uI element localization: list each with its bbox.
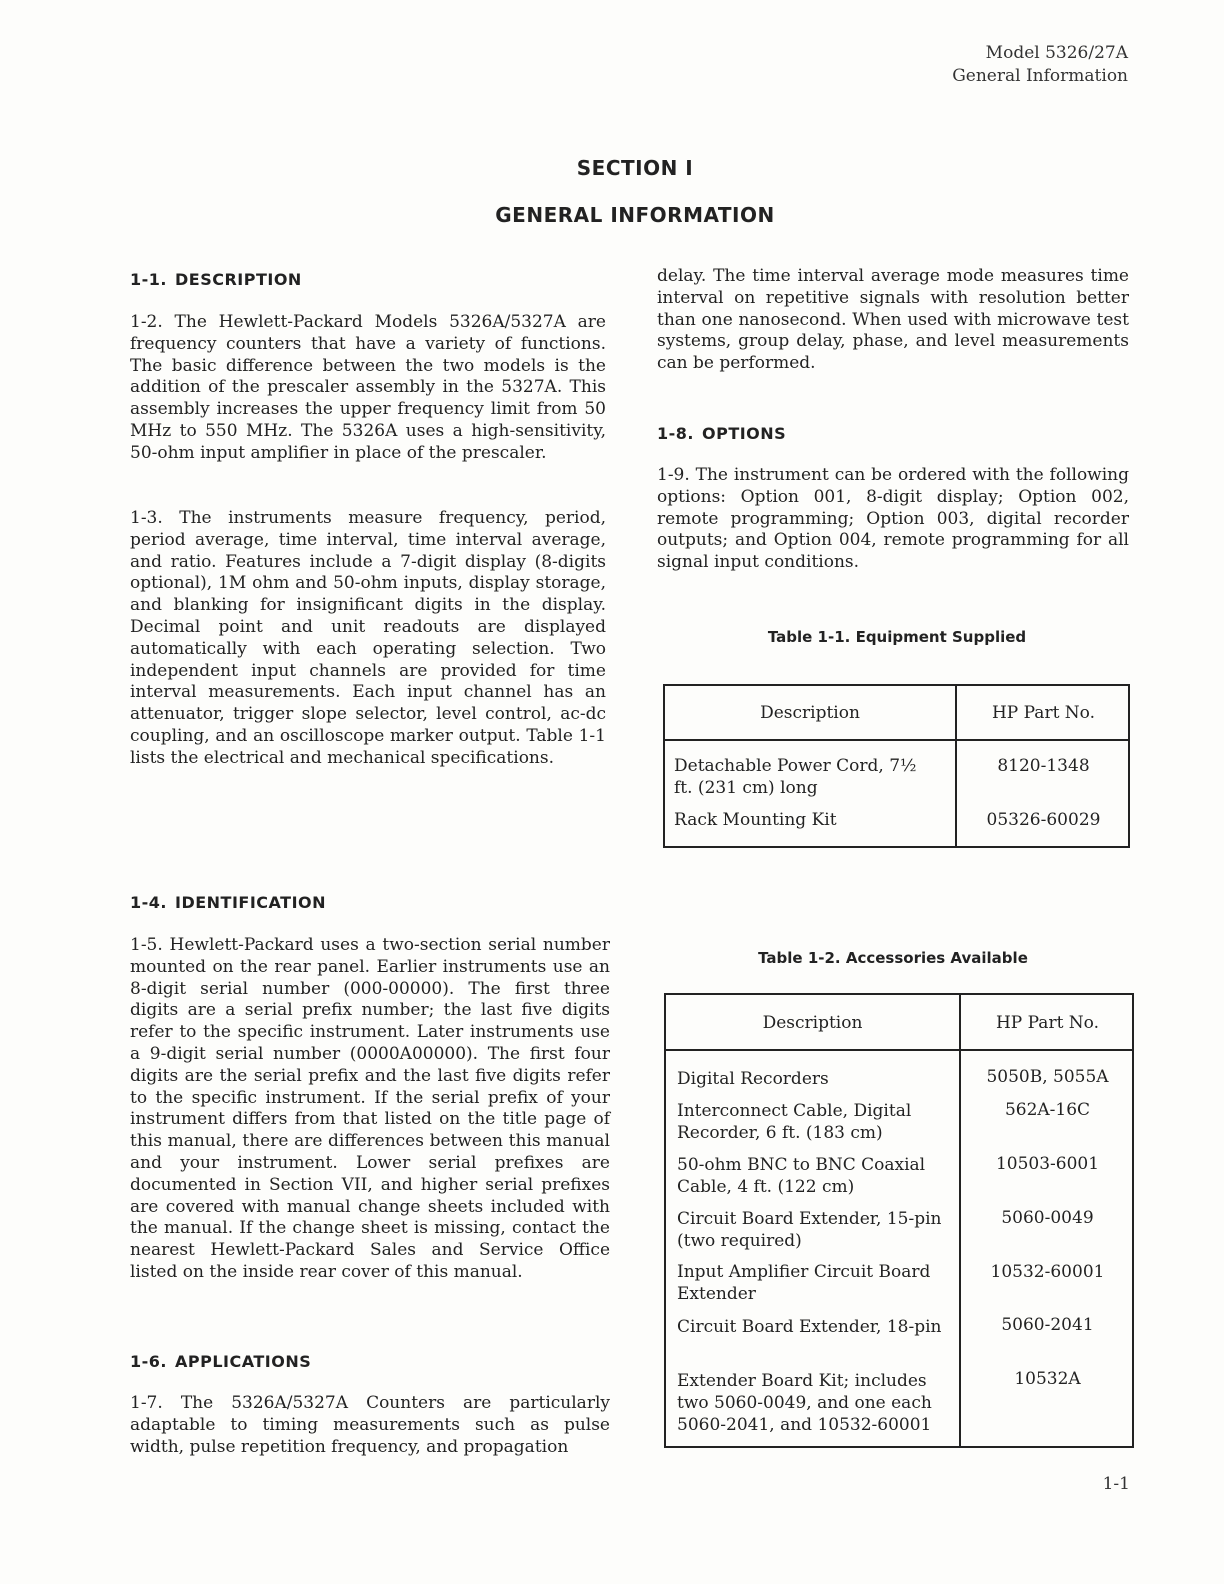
table-1-1-caption: Table 1-1. Equipment Supplied <box>767 628 1027 646</box>
table-row-part: 5060-0049 <box>1001 1208 1094 1228</box>
table-row-description: Interconnect Cable, Digital Recorder, 6 ft. (183 cm) <box>677 1101 912 1143</box>
paragraph-1-9: 1-9. The instrument can be ordered with the following options: Option 001, 8-digit display; Option 002, remote programming; Option 003, digital recorder outputs; and Option 004, remote programming for all signal input conditions. <box>657 465 1129 573</box>
heading-text: IDENTIFICATION <box>174 893 327 912</box>
table-row-description: Digital Recorders <box>677 1069 829 1089</box>
table-row-part: 562A-16C <box>1004 1100 1091 1120</box>
table-row-part: 5050B, 5055A <box>986 1067 1109 1087</box>
paragraph-1-7-continued: delay. The time interval average mode measures time interval on repetitive signals with resolution better than one nanosecond. When used with microwave test systems, group delay, phase, and level measurements can be performed. <box>657 266 1129 374</box>
running-header <box>952 42 1128 88</box>
table-row-description: Rack Mounting Kit <box>674 810 837 830</box>
table-row-description: Extender Board Kit; includes two 5060-0049, and one each 5060-2041, and 10532-60001 <box>677 1371 932 1435</box>
row-text: Detachable Power Cord, 7½ ft. (231 cm) long <box>674 756 917 798</box>
heading-text: DESCRIPTION <box>174 270 302 289</box>
heading-description <box>130 270 302 289</box>
paragraph-1-2: 1-2. The Hewlett-Packard Models 5326A/5327A are frequency counters that have a variety of functions. The basic difference between the two models is the addition of the prescaler assembly in the 5327A. This assembly increases the upper frequency limit from 50 MHz to 550 MHz. The 5326A uses a high-sensitivity, 50-ohm input amplifier in place of the prescaler. <box>130 312 606 463</box>
paragraph-1-3: 1-3. The instruments measure frequency, period, period average, time interval, time interval average, and ratio. Features include a 7-digit display (8-digits optional), 1M ohm and 50-ohm inputs, display storage, and blanking for insignificant digits in the display. Decimal point and unit readouts are displayed automatically with each operating selection. Two independent input channels are provided for time interval measurements. Each input channel has an attenuator, trigger slope selector, level control, ac-dc coupling, and an oscilloscope marker output. Table 1-1 lists the electrical and mechanical specifications. <box>130 508 606 768</box>
header-divider <box>666 1049 1132 1051</box>
header-divider <box>665 739 1128 741</box>
table-row-part: 5060-2041 <box>1001 1315 1094 1335</box>
paragraph-1-7: 1-7. The 5326A/5327A Counters are particularly adaptable to timing measurements such as pulse width, pulse repetition frequency, and propagation <box>130 1393 610 1457</box>
table-row-description: Circuit Board Extender, 18-pin <box>677 1317 942 1337</box>
table-row-description <box>674 755 934 799</box>
heading-text: OPTIONS <box>701 424 787 443</box>
page-number: 1-1 <box>1102 1474 1130 1494</box>
section-title: GENERAL INFORMATION <box>495 203 775 227</box>
header-model: Model 5326/27A <box>985 43 1128 63</box>
heading-number: 1-4. <box>130 893 167 912</box>
heading-number: 1-8. <box>657 424 694 443</box>
heading-number: 1-1. <box>130 270 167 289</box>
table-row-part: 05326-60029 <box>986 810 1101 830</box>
heading-applications <box>130 1352 311 1371</box>
table-1-2-caption: Table 1-2. Accessories Available <box>758 949 1028 967</box>
table-row-description: Input Amplifier Circuit Board Extender <box>677 1262 931 1304</box>
table-row-part: 10532-60001 <box>990 1262 1105 1282</box>
table-header-part-no: HP Part No. <box>995 1013 1100 1033</box>
header-subtitle: General Information <box>952 66 1128 86</box>
table-header-description: Description <box>762 1013 863 1033</box>
table-header-description: Description <box>760 703 860 723</box>
heading-text: APPLICATIONS <box>174 1352 312 1371</box>
table-row-part: 10532A <box>1014 1369 1081 1389</box>
table-row-part: 8120-1348 <box>997 756 1090 776</box>
heading-number: 1-6. <box>130 1352 167 1371</box>
heading-identification <box>130 893 326 912</box>
table-row-part: 10503-6001 <box>995 1154 1100 1174</box>
table-row-description: Circuit Board Extender, 15-pin (two required) <box>677 1209 942 1251</box>
section-number: SECTION I <box>576 156 694 180</box>
heading-options <box>657 424 786 443</box>
table-row-description: 50-ohm BNC to BNC Coaxial Cable, 4 ft. (122 cm) <box>677 1155 926 1197</box>
paragraph-1-5: 1-5. Hewlett-Packard uses a two-section serial number mounted on the rear panel. Earlier instruments use an 8-digit serial number (000-00000). The first three digits are a serial prefix number; the last five digits refer to the specific instrument. Later instruments use a 9-digit serial number (0000A00000). The first four digits are the serial prefix and the last five digits refer to the specific instrument. If the serial prefix of your instrument differs from that listed on the title page of this manual, there are differences between this manual and your instrument. Lower serial prefixes are documented in Section VII, and higher serial prefixes are covered with manual change sheets included with the manual. If the change sheet is missing, contact the nearest Hewlett-Packard Sales and Service Office listed on the inside rear cover of this manual. <box>130 935 610 1282</box>
table-header-part-no: HP Part No. <box>991 703 1096 723</box>
table-1-2 <box>664 993 1134 1448</box>
table-1-1 <box>663 684 1130 848</box>
